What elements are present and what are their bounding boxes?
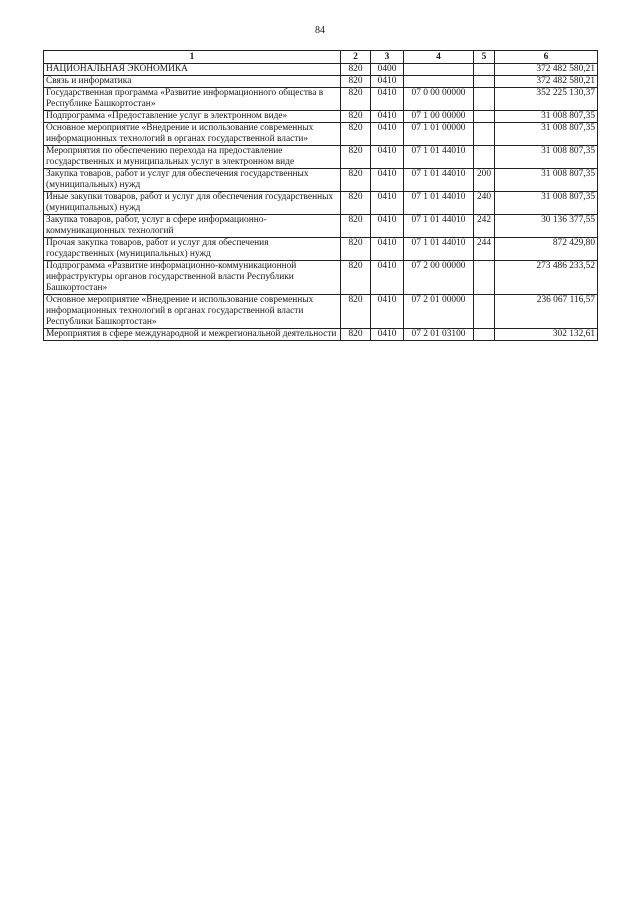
column-header-3: 3 [371, 51, 404, 64]
row-amount-cell: 30 136 377,55 [495, 215, 598, 238]
row-ministry-code-cell: 820 [341, 295, 371, 329]
table-row [44, 123, 598, 146]
row-section-code-cell: 0410 [371, 146, 404, 169]
row-expense-type-cell [474, 146, 495, 169]
row-ministry-code-cell: 820 [341, 64, 371, 76]
row-section-code-cell: 0410 [371, 192, 404, 215]
row-target-article-cell [404, 76, 474, 88]
row-target-article-cell: 07 1 01 44010 [404, 169, 474, 192]
row-amount-cell: 31 008 807,35 [495, 192, 598, 215]
row-expense-type-cell [474, 88, 495, 111]
column-header-5: 5 [474, 51, 495, 64]
row-section-code-cell: 0410 [371, 295, 404, 329]
row-section-code-cell: 0410 [371, 329, 404, 341]
budget-table [43, 50, 598, 341]
table-row [44, 64, 598, 76]
row-name-cell: Закупка товаров, работ, услуг в сфере информационно-коммуникационных технологий [44, 215, 341, 238]
row-amount-cell: 31 008 807,35 [495, 169, 598, 192]
row-amount-cell: 872 429,80 [495, 238, 598, 261]
table-row [44, 192, 598, 215]
row-target-article-cell: 07 2 01 00000 [404, 295, 474, 329]
row-expense-type-cell [474, 295, 495, 329]
row-target-article-cell: 07 1 01 00000 [404, 123, 474, 146]
row-name-cell: Государственная программа «Развитие информационного общества в Республике Башкортостан» [44, 88, 341, 111]
row-section-code-cell: 0410 [371, 88, 404, 111]
row-name-cell: Мероприятия в сфере международной и межрегиональной деятельности [44, 329, 341, 341]
row-name-cell: Подпрограмма «Предоставление услуг в электронном виде» [44, 111, 341, 123]
row-amount-cell: 302 132,61 [495, 329, 598, 341]
row-expense-type-cell: 200 [474, 169, 495, 192]
row-ministry-code-cell: 820 [341, 169, 371, 192]
row-name-cell: Мероприятия по обеспечению перехода на предоставление государственных и муниципальных услуг в электронном виде [44, 146, 341, 169]
row-name-cell: НАЦИОНАЛЬНАЯ ЭКОНОМИКА [44, 64, 341, 76]
row-expense-type-cell: 242 [474, 215, 495, 238]
row-section-code-cell: 0410 [371, 215, 404, 238]
table-row [44, 329, 598, 341]
row-amount-cell: 236 067 116,57 [495, 295, 598, 329]
row-section-code-cell: 0410 [371, 238, 404, 261]
row-amount-cell: 273 486 233,52 [495, 261, 598, 295]
row-expense-type-cell [474, 76, 495, 88]
row-section-code-cell: 0410 [371, 111, 404, 123]
row-target-article-cell: 07 0 00 00000 [404, 88, 474, 111]
column-header-4: 4 [404, 51, 474, 64]
row-target-article-cell: 07 1 00 00000 [404, 111, 474, 123]
row-amount-cell: 31 008 807,35 [495, 146, 598, 169]
row-ministry-code-cell: 820 [341, 146, 371, 169]
row-expense-type-cell: 244 [474, 238, 495, 261]
table-row [44, 215, 598, 238]
row-ministry-code-cell: 820 [341, 329, 371, 341]
row-expense-type-cell [474, 123, 495, 146]
row-expense-type-cell: 240 [474, 192, 495, 215]
table-row [44, 238, 598, 261]
row-name-cell: Подпрограмма «Развитие информационно-коммуникационной инфраструктуры органов государственной власти Республики Башкортостан» [44, 261, 341, 295]
row-ministry-code-cell: 820 [341, 261, 371, 295]
row-target-article-cell: 07 1 01 44010 [404, 192, 474, 215]
row-ministry-code-cell: 820 [341, 76, 371, 88]
row-target-article-cell: 07 2 01 03100 [404, 329, 474, 341]
column-header-2: 2 [341, 51, 371, 64]
row-ministry-code-cell: 820 [341, 123, 371, 146]
row-ministry-code-cell: 820 [341, 111, 371, 123]
row-amount-cell: 31 008 807,35 [495, 123, 598, 146]
table-row [44, 111, 598, 123]
row-amount-cell: 372 482 580,21 [495, 76, 598, 88]
row-target-article-cell: 07 2 00 00000 [404, 261, 474, 295]
row-name-cell: Основное мероприятие «Внедрение и использование современных информационных технологий в органах государственной власти» [44, 123, 341, 146]
row-section-code-cell: 0400 [371, 64, 404, 76]
row-amount-cell: 352 225 130,37 [495, 88, 598, 111]
row-expense-type-cell [474, 261, 495, 295]
row-expense-type-cell [474, 111, 495, 123]
row-target-article-cell: 07 1 01 44010 [404, 238, 474, 261]
row-expense-type-cell [474, 329, 495, 341]
table-header-row [44, 51, 598, 64]
row-name-cell: Прочая закупка товаров, работ и услуг для обеспечения государственных (муниципальных) нужд [44, 238, 341, 261]
row-target-article-cell [404, 64, 474, 76]
row-ministry-code-cell: 820 [341, 238, 371, 261]
table-row [44, 146, 598, 169]
row-section-code-cell: 0410 [371, 169, 404, 192]
table-row [44, 76, 598, 88]
row-name-cell: Закупка товаров, работ и услуг для обеспечения государственных (муниципальных) нужд [44, 169, 341, 192]
row-name-cell: Связь и информатика [44, 76, 341, 88]
row-ministry-code-cell: 820 [341, 215, 371, 238]
row-name-cell: Иные закупки товаров, работ и услуг для обеспечения государственных (муниципальных) нужд [44, 192, 341, 215]
table-row [44, 261, 598, 295]
row-expense-type-cell [474, 64, 495, 76]
column-header-6: 6 [495, 51, 598, 64]
row-ministry-code-cell: 820 [341, 192, 371, 215]
column-header-1: 1 [44, 51, 341, 64]
table-row [44, 169, 598, 192]
row-ministry-code-cell: 820 [341, 88, 371, 111]
row-section-code-cell: 0410 [371, 261, 404, 295]
row-section-code-cell: 0410 [371, 76, 404, 88]
row-amount-cell: 31 008 807,35 [495, 111, 598, 123]
table-row [44, 295, 598, 329]
table-body [44, 64, 598, 341]
row-target-article-cell: 07 1 01 44010 [404, 215, 474, 238]
table-row [44, 88, 598, 111]
page-number: 84 [315, 25, 325, 36]
row-name-cell: Основное мероприятие «Внедрение и использование современных информационных технологий в органах государственной власти Республики Башкортостан» [44, 295, 341, 329]
row-target-article-cell: 07 1 01 44010 [404, 146, 474, 169]
row-section-code-cell: 0410 [371, 123, 404, 146]
row-amount-cell: 372 482 580,21 [495, 64, 598, 76]
